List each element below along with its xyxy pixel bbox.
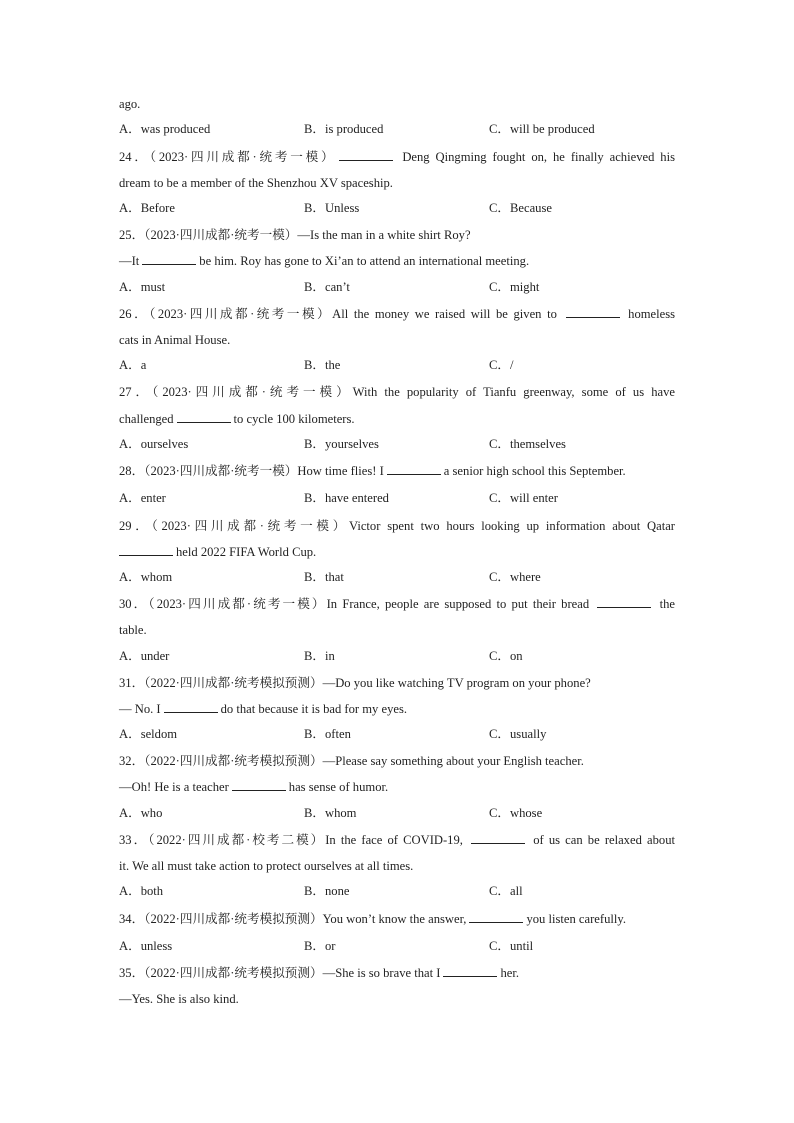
question-25-line-2 [119, 253, 675, 269]
answer-blank [443, 965, 497, 977]
q34-option-b: B．or [304, 939, 336, 953]
q23-option-c: C．will be produced [489, 122, 595, 136]
q27-option-b: B．yourselves [304, 437, 379, 451]
question-text: Victor spent two hours looking up information about Qatar [348, 519, 675, 533]
answer-blank [469, 911, 523, 923]
question-number: 27． [119, 385, 153, 399]
q28-option-a: A．enter [119, 491, 166, 505]
question-text: challenged [119, 412, 174, 426]
question-text: table. [119, 623, 147, 637]
answer-blank [566, 306, 620, 318]
question-text: you listen carefully. [526, 912, 627, 926]
q25-option-a: A．must [119, 280, 166, 294]
question-text: be him. Roy has gone to Xi’an to attend an international meeting. [199, 254, 530, 268]
question-number: 29． [119, 519, 152, 533]
question-33-line-1 [119, 832, 675, 848]
line-text: ago. [119, 97, 141, 111]
q30-option-a: A．under [119, 649, 170, 663]
q29-option-b: B．that [304, 570, 344, 584]
q26-option-c: C．/ [489, 358, 514, 372]
q28-option-c: C．will enter [489, 491, 558, 505]
question-26-line-1 [119, 306, 675, 322]
q33-option-c: C．all [489, 884, 523, 898]
question-30-line-1 [119, 596, 675, 612]
question-text: —Please say something about your English teacher. [322, 754, 584, 768]
question-30-line-2 [119, 622, 675, 638]
answer-blank [339, 149, 393, 161]
question-29-line-1 [119, 518, 675, 534]
question-31-line-1 [119, 675, 675, 691]
q32-option-a: A．who [119, 806, 163, 820]
q29-option-a: A．whom [119, 570, 173, 584]
question-number: 31． [119, 676, 145, 690]
question-35-line-1 [119, 965, 675, 981]
question-35-line-2 [119, 991, 675, 1007]
source-tag: （2023·四川成都·统考一模） [148, 597, 327, 611]
question-number: 26． [119, 307, 150, 321]
question-24-line-1 [119, 149, 675, 165]
question-text: —Do you like watching TV program on your phone? [322, 676, 591, 690]
source-tag: （2023·四川成都·统考一模） [144, 464, 298, 478]
q28-option-b: B．have entered [304, 491, 389, 505]
source-tag: （2023·四川成都·统考一模） [149, 150, 337, 164]
question-27-line-1 [119, 384, 675, 400]
q33-option-a: A．both [119, 884, 164, 898]
question-text: —It [119, 254, 140, 268]
question-24-line-2 [119, 175, 675, 191]
source-tag: （2022·四川成都·统考模拟预测） [144, 754, 323, 768]
question-text: do that because it is bad for my eyes. [220, 702, 408, 716]
answer-blank [232, 779, 286, 791]
question-text: Deng Qingming fought on, he finally achieved his [402, 150, 676, 164]
question-text: —She is so brave that I [322, 966, 441, 980]
question-text: her. [500, 966, 520, 980]
answer-blank [471, 832, 525, 844]
q23-option-a: A．was produced [119, 122, 211, 136]
question-33-line-2 [119, 858, 675, 874]
question-31-line-2 [119, 701, 675, 717]
question-text: a senior high school this September. [443, 464, 626, 478]
q34-option-c: C．until [489, 939, 534, 953]
source-tag: （2022·四川成都·统考模拟预测） [144, 912, 323, 926]
question-number: 24． [119, 150, 150, 164]
question-number: 35． [119, 966, 145, 980]
question-34-line-1 [119, 911, 675, 927]
q29-option-c: C．where [489, 570, 541, 584]
question-text: All the money we raised will be given to [332, 307, 557, 321]
answer-blank [597, 596, 651, 608]
question-27-line-2 [119, 411, 675, 427]
question-28-line-1 [119, 463, 675, 479]
q31-option-a: A．seldom [119, 727, 178, 741]
answer-blank [177, 411, 231, 423]
source-tag: （2023·四川成都·统考一模） [152, 385, 353, 399]
question-text: of us can be relaxed about [533, 833, 675, 847]
q33-option-b: B．none [304, 884, 350, 898]
source-tag: （2022·四川成都·校考二模） [148, 833, 326, 847]
q30-option-b: B．in [304, 649, 335, 663]
source-tag: （2023·四川成都·统考一模） [144, 228, 298, 242]
question-text: homeless [628, 307, 676, 321]
question-29-line-2 [119, 544, 675, 560]
question-text: to cycle 100 kilometers. [233, 412, 355, 426]
question-number: 30． [119, 597, 149, 611]
question-text: — No. I [119, 702, 161, 716]
answer-blank [164, 701, 218, 713]
q31-option-b: B．often [304, 727, 351, 741]
question-23-continuation [119, 96, 675, 112]
question-text: How time flies! I [297, 464, 384, 478]
q32-option-b: B．whom [304, 806, 357, 820]
q24-option-b: B．Unless [304, 201, 360, 215]
question-32-line-2 [119, 779, 675, 795]
question-text: —Yes. She is also kind. [119, 992, 239, 1006]
q25-option-b: B．can’t [304, 280, 350, 294]
question-32-line-1 [119, 753, 675, 769]
question-text: cats in Animal House. [119, 333, 231, 347]
question-text: it. We all must take action to protect ourselves at all times. [119, 859, 414, 873]
question-text: dream to be a member of the Shenzhou XV spaceship. [119, 176, 393, 190]
answer-blank [142, 253, 196, 265]
question-text: has sense of humor. [288, 780, 389, 794]
source-tag: （2022·四川成都·统考模拟预测） [144, 966, 323, 980]
question-text: the [659, 597, 675, 611]
q34-option-a: A．unless [119, 939, 173, 953]
question-text: —Oh! He is a teacher [119, 780, 229, 794]
question-number: 34． [119, 912, 145, 926]
question-25-line-1 [119, 227, 675, 243]
question-26-line-2 [119, 332, 675, 348]
q27-option-a: A．ourselves [119, 437, 189, 451]
source-tag: （2023·四川成都·统考一模） [149, 307, 333, 321]
source-tag: （2023·四川成都·统考一模） [151, 519, 349, 533]
q26-option-b: B．the [304, 358, 341, 372]
q24-option-c: C．Because [489, 201, 552, 215]
question-number: 33． [119, 833, 149, 847]
question-number: 32． [119, 754, 145, 768]
q31-option-c: C．usually [489, 727, 547, 741]
q26-option-a: A．a [119, 358, 147, 372]
q32-option-c: C．whose [489, 806, 543, 820]
question-text: In France, people are supposed to put their bread [326, 597, 590, 611]
question-number: 25． [119, 228, 145, 242]
answer-blank [119, 544, 173, 556]
q24-option-a: A．Before [119, 201, 175, 215]
question-text: You won’t know the answer, [322, 912, 467, 926]
question-number: 28． [119, 464, 145, 478]
q30-option-c: C．on [489, 649, 523, 663]
question-text: held 2022 FIFA World Cup. [176, 545, 317, 559]
answer-blank [387, 463, 441, 475]
question-text: In the face of COVID-19, [325, 833, 463, 847]
q27-option-c: C．themselves [489, 437, 566, 451]
question-text: —Is the man in a white shirt Roy? [297, 228, 471, 242]
q23-option-b: B．is produced [304, 122, 384, 136]
source-tag: （2022·四川成都·统考模拟预测） [144, 676, 323, 690]
question-text: With the popularity of Tianfu greenway, some of us have [352, 385, 675, 399]
q25-option-c: C．might [489, 280, 540, 294]
